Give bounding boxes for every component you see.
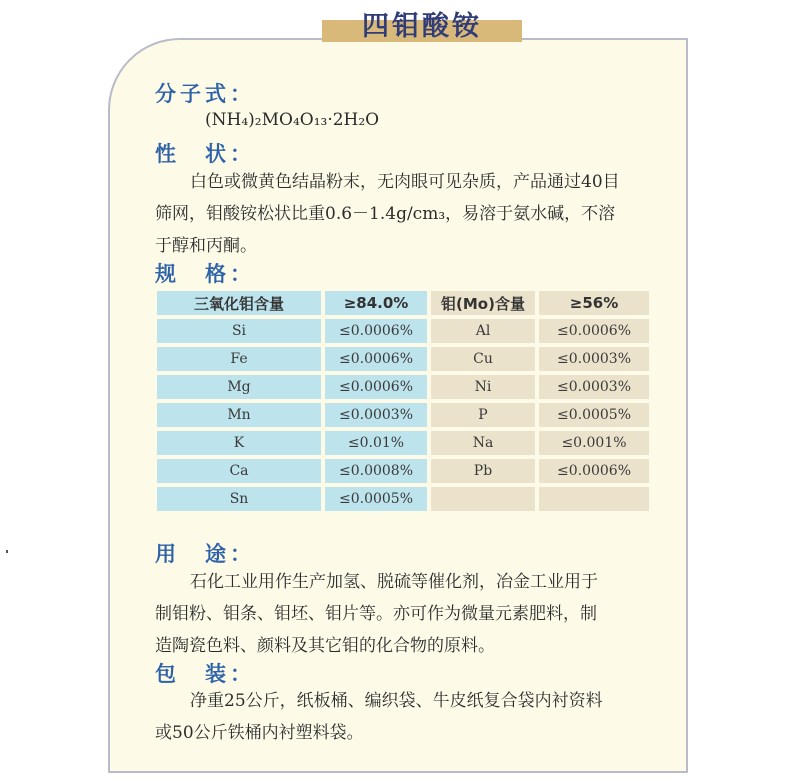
usage-line-3: 造陶瓷色料、颜料及其它钼的化合物的原料。: [155, 636, 495, 656]
element-cell: Fe: [157, 347, 321, 371]
value-cell: ≤0.0006%: [325, 319, 427, 343]
table-row: [157, 431, 649, 455]
properties-line-1: 白色或微黄色结晶粉末，无肉眼可见杂质，产品通过40目: [190, 172, 620, 192]
element-cell: Ca: [157, 459, 321, 483]
packing-line-1: 净重25公斤，纸板桶、编织袋、牛皮纸复合袋内衬资料: [190, 691, 603, 711]
value-cell: ≤0.001%: [539, 431, 649, 455]
spec-header-cell: 三氧化钼含量: [157, 291, 321, 315]
value-cell: ≤0.0003%: [539, 347, 649, 371]
element-cell: Al: [431, 319, 535, 343]
spec-header-cell: ≥84.0%: [325, 291, 427, 315]
table-row: [157, 487, 649, 511]
usage-heading: 用 途：: [155, 542, 255, 566]
properties-line-2: 筛网，钼酸铵松状比重0.6－1.4g/cm₃，易溶于氨水碱，不溶: [155, 204, 616, 224]
packing-heading: 包 装：: [155, 662, 255, 686]
spec-header-cell: ≥56%: [539, 291, 649, 315]
value-cell: [539, 487, 649, 511]
value-cell: ≤0.0008%: [325, 459, 427, 483]
element-cell: Cu: [431, 347, 535, 371]
stray-dot: [6, 550, 8, 553]
spec-table: [153, 287, 653, 515]
value-cell: ≤0.0003%: [539, 375, 649, 399]
page-title: 四钼酸铵: [362, 11, 482, 42]
value-cell: ≤0.0006%: [539, 459, 649, 483]
value-cell: ≤0.0006%: [325, 347, 427, 371]
element-cell: [431, 487, 535, 511]
value-cell: ≤0.0005%: [325, 487, 427, 511]
element-cell: K: [157, 431, 321, 455]
table-row: [157, 347, 649, 371]
element-cell: Mn: [157, 403, 321, 427]
spec-header-cell: 钼(Mo)含量: [431, 291, 535, 315]
properties-heading: 性 状：: [155, 142, 255, 166]
element-cell: Pb: [431, 459, 535, 483]
table-row: [157, 403, 649, 427]
properties-line-3: 于醇和丙酮。: [155, 236, 257, 256]
element-cell: Na: [431, 431, 535, 455]
value-cell: ≤0.0006%: [539, 319, 649, 343]
value-cell: ≤0.0003%: [325, 403, 427, 427]
element-cell: Si: [157, 319, 321, 343]
table-row: [157, 375, 649, 399]
value-cell: ≤0.0005%: [539, 403, 649, 427]
element-cell: Ni: [431, 375, 535, 399]
table-row: [157, 459, 649, 483]
packing-line-2: 或50公斤铁桶内衬塑料袋。: [155, 723, 364, 743]
value-cell: ≤0.01%: [325, 431, 427, 455]
element-cell: P: [431, 403, 535, 427]
element-cell: Mg: [157, 375, 321, 399]
formula-heading: 分子式：: [155, 82, 255, 106]
table-row: [157, 319, 649, 343]
value-cell: ≤0.0006%: [325, 375, 427, 399]
usage-line-2: 制钼粉、钼条、钼坯、钼片等。亦可作为微量元素肥料，制: [155, 604, 597, 624]
spec-header-row: [157, 291, 649, 315]
spec-heading: 规 格：: [155, 262, 255, 286]
usage-line-1: 石化工业用作生产加氢、脱硫等催化剂，冶金工业用于: [190, 572, 598, 592]
formula-text: (NH₄)₂MO₄O₁₃·2H₂O: [205, 110, 380, 130]
element-cell: Sn: [157, 487, 321, 511]
